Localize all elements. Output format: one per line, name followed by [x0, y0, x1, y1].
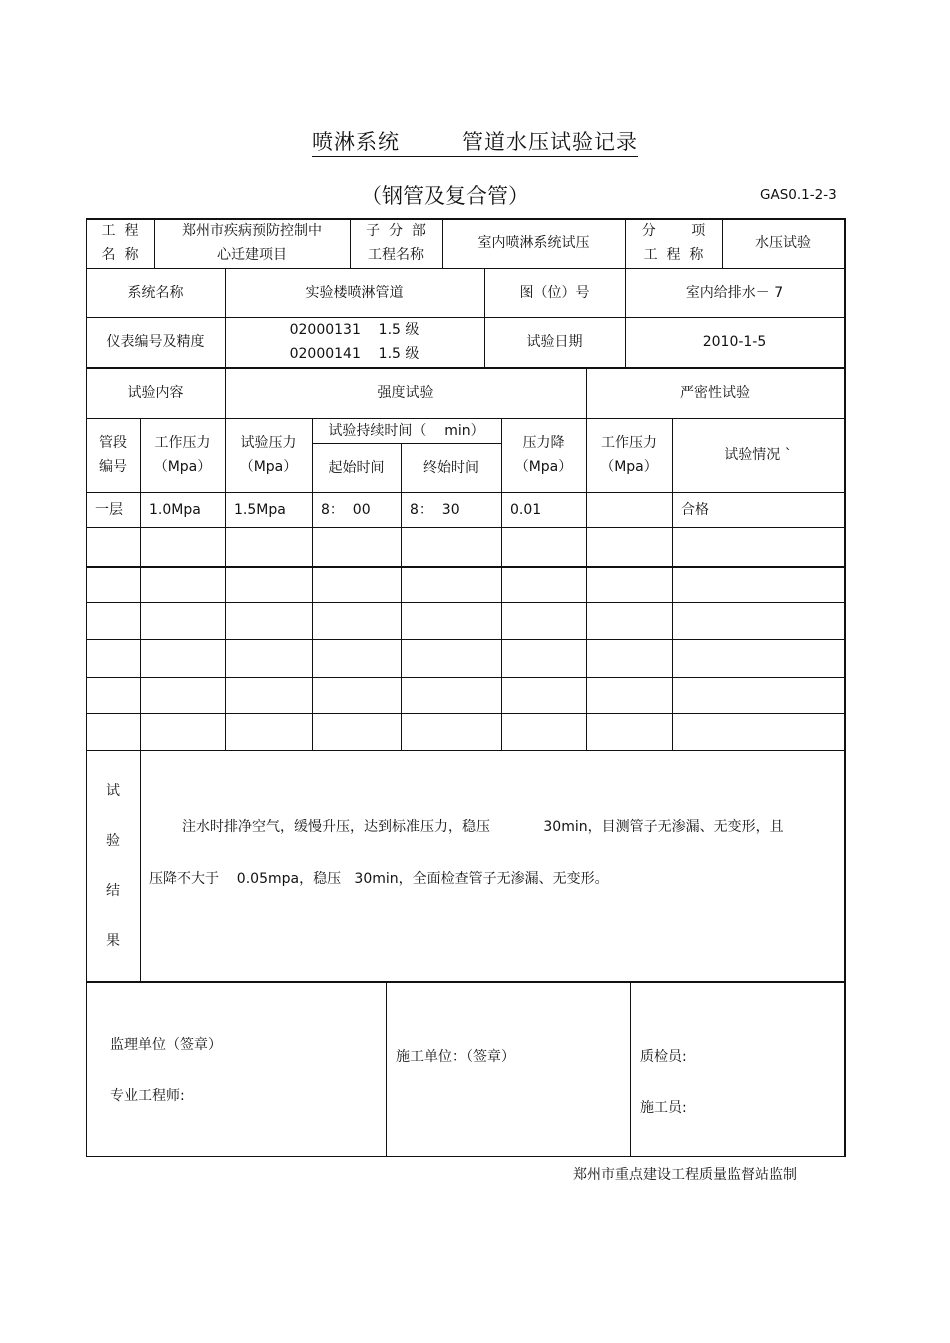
test-content-label: 试验内容 — [127, 384, 184, 401]
col-header-end-time: 终始时间 — [423, 459, 479, 476]
constructor-label: 施工员: — [640, 1100, 687, 1116]
inspector-label: 质检员: — [640, 1049, 687, 1065]
col-header-pressure-drop: 压力降 （Mpa） — [514, 435, 573, 475]
item-value: 水压试验 — [755, 235, 811, 251]
col-header-duration: 试验持续时间（ min） — [328, 422, 485, 439]
title-blank — [400, 136, 462, 157]
result-text-line-1: 注水时排净空气，缓慢升压，达到标准压力，稳压 30min，目测管子无渗漏、无变形，且 — [182, 819, 784, 835]
col-header-section: 管段 编号 — [99, 435, 127, 475]
drawing-number-value: 室内给排水－ 7 — [685, 284, 784, 301]
col-header-start-time: 起始时间 — [328, 459, 385, 476]
footer-issuer: 郑州市重点建设工程质量监督站监制 — [573, 1167, 797, 1183]
col-header-status: 试验情况 ` — [724, 447, 792, 463]
table-cell-start-time: 8： 00 — [321, 501, 371, 518]
item-label: 分 项 工 程 称 — [641, 223, 706, 263]
system-name-value: 实验楼喷淋管道 — [305, 284, 404, 301]
result-label: 试 验 结 果 — [106, 782, 120, 949]
subproject-label: 子 分 部 工程名称 — [366, 223, 426, 263]
table-cell-work-pressure: 1.0Mpa — [149, 501, 201, 518]
project-name-value: 郑州市疾病预防控制中 心迁建项目 — [182, 223, 322, 263]
table-cell-section: 一层 — [95, 501, 123, 518]
col-header-tight-pressure: 工作压力 （Mpa） — [600, 435, 658, 475]
result-text-line-2: 压降不大于 0.05mpa，稳压 30min，全面检查管子无渗漏、无变形。 — [149, 871, 609, 887]
col-header-test-pressure: 试验压力 （Mpa） — [239, 435, 298, 475]
record-table — [86, 218, 846, 1157]
table-cell-end-time: 8： 30 — [410, 501, 460, 518]
title-prefix: 喷淋系统 — [312, 126, 400, 157]
project-name-label: 工 程 名 称 — [101, 223, 139, 263]
table-cell-status: 合格 — [681, 501, 709, 518]
tightness-test-label: 严密性试验 — [680, 384, 750, 401]
subproject-value: 室内喷淋系统试压 — [477, 235, 590, 251]
supervisor-engineer-label: 专业工程师: — [110, 1088, 185, 1104]
col-header-work-pressure: 工作压力 （Mpa） — [153, 435, 212, 475]
table-cell-tight-pressure — [586, 492, 672, 527]
construction-unit-label: 施工单位：（签章） — [396, 1049, 515, 1065]
page-subtitle: （钢管及复合管） — [361, 184, 529, 208]
supervisor-unit-label: 监理单位（签章） — [110, 1037, 222, 1053]
test-date-label: 试验日期 — [526, 334, 583, 350]
meter-label: 仪表编号及精度 — [106, 334, 205, 350]
strength-test-label: 强度试验 — [377, 384, 434, 401]
table-cell-pressure-drop: 0.01 — [510, 501, 542, 518]
form-code: GAS0.1-2-3 — [760, 187, 837, 203]
test-date-value: 2010-1-5 — [702, 334, 767, 350]
table-cell-test-pressure: 1.5Mpa — [234, 501, 286, 518]
drawing-number-label: 图（位）号 — [519, 284, 590, 301]
system-name-label: 系统名称 — [127, 284, 184, 301]
title-main: 管道水压试验记录 — [462, 126, 638, 157]
page-title — [0, 126, 950, 157]
meter-value: 02000131 1.5 级 02000141 1.5 级 — [289, 322, 420, 362]
